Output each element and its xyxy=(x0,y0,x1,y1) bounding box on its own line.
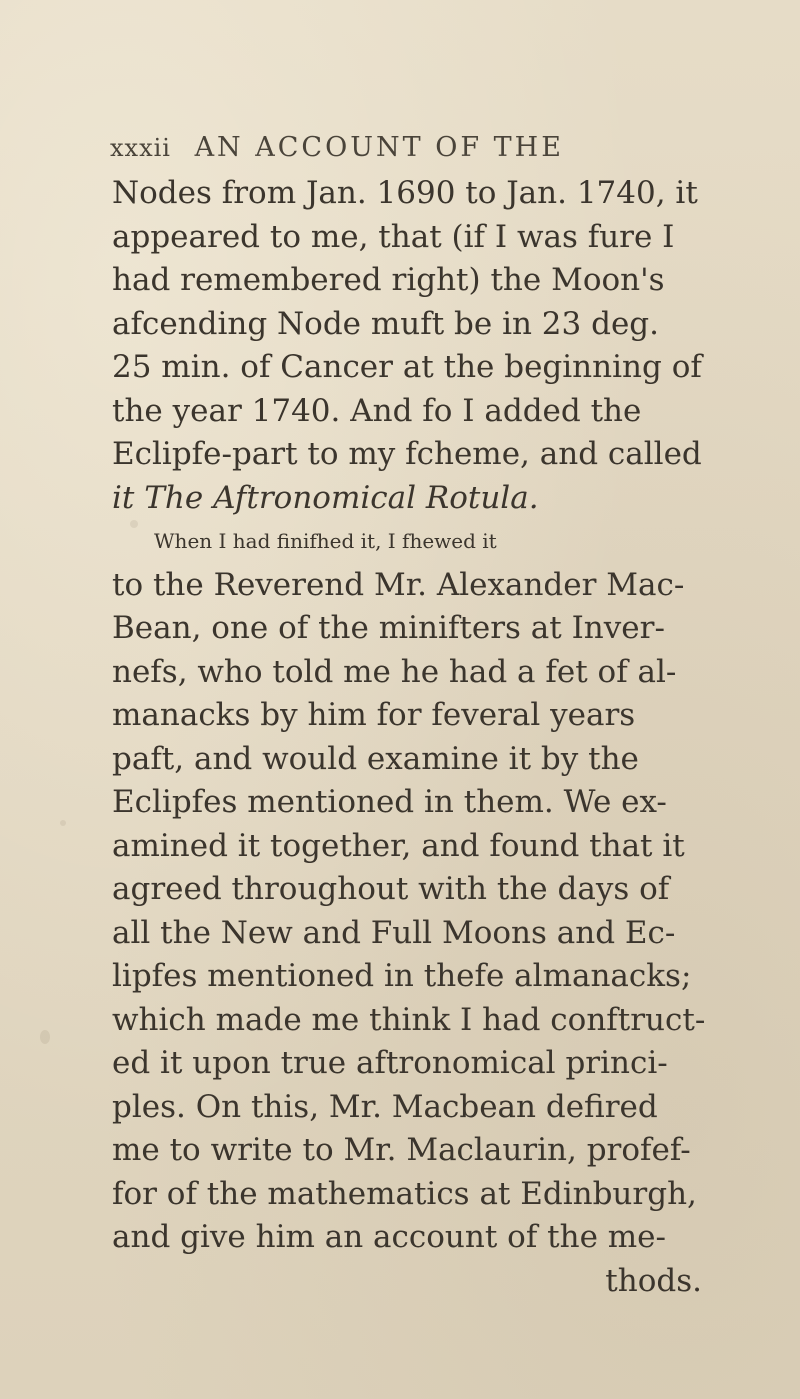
text-line: agreed throughout with the days of xyxy=(112,871,670,907)
text-line: it The Aftronomical Rotula. xyxy=(112,479,539,516)
text-line: the year 1740. And fo I added the xyxy=(112,392,642,429)
text-line: to the Reverend Mr. Alexander Mac- xyxy=(112,566,685,603)
paper-stain xyxy=(60,820,66,826)
text-line: thods. xyxy=(605,1262,702,1299)
text-line: manacks by him for feveral years xyxy=(112,697,636,733)
text-line: 25 min. of Cancer at the beginning of xyxy=(112,349,702,385)
text-line: Bean, one of the minifters at Inver- xyxy=(112,610,665,646)
text-line: paft, and would examine it by the xyxy=(112,740,639,777)
text-line: Nodes from Jan. 1690 to Jan. 1740, it xyxy=(112,175,698,211)
text-line: Eclipfe-part to my fcheme, and called xyxy=(112,436,702,472)
text-line: When I had finifhed it, I fhewed it xyxy=(154,529,497,553)
text-line: had remembered right) the Moon's xyxy=(112,262,665,298)
page-number: xxxii xyxy=(110,134,171,162)
text-line: for of the mathematics at Edinburgh, xyxy=(112,1175,697,1212)
text-line: amined it together, and found that it xyxy=(112,827,685,864)
text-line: afcending Node muft be in 23 deg. xyxy=(112,305,659,342)
paper-stain xyxy=(40,1030,50,1044)
text-line: ples. On this, Mr. Macbean defired xyxy=(112,1088,658,1125)
text-line: and give him an account of the me- xyxy=(112,1219,666,1255)
text-line: which made me think I had conftruct- xyxy=(112,1001,706,1038)
text-line: me to write to Mr. Maclaurin, profef- xyxy=(112,1132,691,1168)
text-line: lipfes mentioned in thefe almanacks; xyxy=(112,958,692,994)
text-line: all the New and Full Moons and Ec- xyxy=(112,914,676,951)
text-line: ed it upon true aftronomical princi- xyxy=(112,1045,668,1081)
text-line: nefs, who told me he had a fet of al- xyxy=(112,653,677,690)
text-line: Eclipfes mentioned in them. We ex- xyxy=(112,784,667,820)
body-text xyxy=(112,172,762,1303)
text-line: appeared to me, that (if I was fure I xyxy=(112,218,675,255)
running-title: AN ACCOUNT OF THE xyxy=(194,132,564,163)
running-head xyxy=(110,132,564,163)
